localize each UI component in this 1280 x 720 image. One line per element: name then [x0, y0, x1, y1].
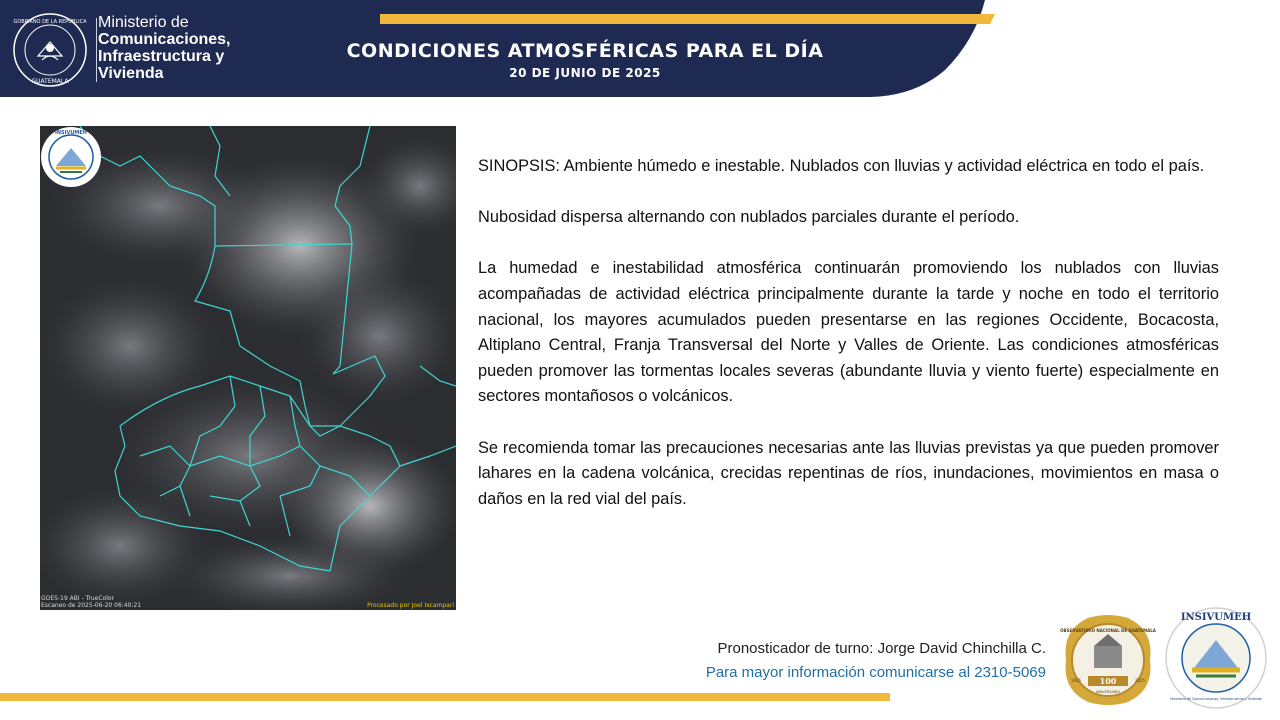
paragraph-recommendation: Se recomienda tomar las precauciones necesarias ante las lluvias previstas ya que pueden promover lahares en la cadena volcánica, crecidas repentinas de ríos, inundaciones, movimientos en masa o daños en la red vial del país.: [478, 438, 1219, 508]
page-date: 20 DE JUNIO DE 2025: [509, 66, 661, 80]
svg-text:ANIVERSARIO: ANIVERSARIO: [1096, 690, 1120, 694]
svg-text:INSIVUMEH: INSIVUMEH: [54, 130, 88, 136]
svg-text:GOBIERNO DE LA REPÚBLICA: GOBIERNO DE LA REPÚBLICA: [13, 19, 87, 25]
svg-text:100: 100: [1099, 676, 1117, 686]
paragraph-humidity: La humedad e inestabilidad atmosférica continuarán promoviendo los nublados con lluvias acompañadas de actividad eléctrica principalmente durante la tarde y noche en todo el territorio nacional, los mayores acumulados pueden presentarse en las regiones Occidente, Bocacosta, Altiplano Central, Franja Transversal del Norte y Valles de Oriente. Las condiciones atmosféricas pueden promover las tormentas locales severas (abundante lluvia y viento fuerte) especialmente en sectores montañosos o volcánicos.: [478, 259, 1219, 406]
satellite-caption-line-2: Escaneo de 2025-06-20 06:40:21: [41, 602, 142, 609]
page-title: CONDICIONES ATMOSFÉRICAS PARA EL DÍA: [346, 40, 824, 62]
svg-text:OBSERVATORIO NACIONAL DE GUATE: OBSERVATORIO NACIONAL DE GUATEMALA: [1060, 628, 1156, 633]
paragraph-synopsis: SINOPSIS: Ambiente húmedo e inestable. Nublados con lluvias y actividad eléctrica en todo el país.: [478, 157, 1205, 175]
svg-text:1925: 1925: [1070, 678, 1082, 683]
paragraph-cloudiness: Nubosidad dispersa alternando con nublados parciales durante el período.: [478, 208, 1020, 227]
insivumeh-small-logo-icon: [40, 126, 102, 188]
satellite-caption-line-1: GOES-19 ABI - TrueColor: [41, 595, 115, 602]
ministry-line-1: Ministerio de: [98, 14, 189, 31]
svg-text:INSIVUMEH: INSIVUMEH: [1180, 612, 1252, 623]
forecast-text: [478, 154, 1219, 538]
forecaster-name: Pronosticador de turno: Jorge David Chinchilla C.: [717, 640, 1046, 657]
satellite-map: [40, 126, 456, 610]
ministry-line-3: Infraestructura y: [98, 48, 225, 65]
svg-text:Ministerio de Comunicaciones,: Ministerio de Comunicaciones, Infraestructura y Vivienda: [1170, 697, 1262, 701]
logo-divider: [96, 18, 97, 82]
guatemala-seal-icon: [12, 12, 88, 88]
footer-gold-bar: [0, 693, 890, 701]
satellite-caption: [41, 595, 141, 609]
insivumeh-logo-icon: [1164, 606, 1268, 710]
ministry-logo: [12, 12, 242, 88]
ministry-name: [98, 14, 230, 82]
satellite-image: [40, 126, 456, 610]
observatory-100-anniversary-icon: [1058, 610, 1158, 710]
contact-info: Para mayor información comunicarse al 2310-5069: [705, 664, 1046, 681]
satellite-credit: Procesado por Joel Ixcampari: [367, 602, 454, 609]
ministry-line-4: Vivienda: [98, 65, 164, 82]
svg-text:GUATEMALA: GUATEMALA: [31, 78, 69, 85]
ministry-line-2: Comunicaciones,: [98, 31, 231, 48]
svg-text:2025: 2025: [1134, 678, 1146, 683]
